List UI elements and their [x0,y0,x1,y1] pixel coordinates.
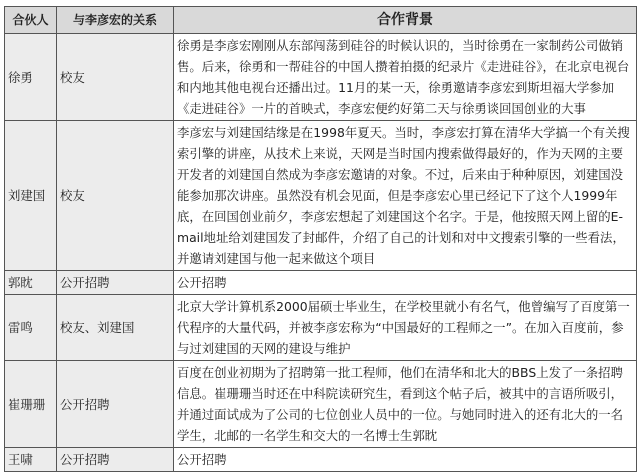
partner-table [4,6,637,472]
partner-name: 崔珊珊 [5,361,57,448]
partner-relation: 校友 [57,121,174,271]
partner-background: 李彦宏与刘建国结缘是在1998年夏天。当时，李彦宏打算在清华大学搞一个有关搜索引擎的讲座，从技术上来说，天网是当时国内搜索做得最好的，作为天网的主要开发者的刘建国自然成为李彦宏邀请的对象。不过，后来由于种种原因，刘建国没能参加那次讲座。虽然没有机会见面，但是李彦宏心里已经记下了这个人1999年底，在回国创业前夕，李彦宏想起了刘建国这个名字。于是，他按照天网上留的E-mail地址给刘建国发了封邮件，介绍了自己的计划和对中文搜索引擎的一些看法，并邀请刘建国与他一起来做这个项目 [174,121,637,271]
table-row [5,295,637,361]
partner-name: 刘建国 [5,121,57,271]
table-header-row [5,7,637,34]
table-row [5,34,637,121]
partner-name: 郭眈 [5,271,57,295]
partner-relation: 校友、刘建国 [57,295,174,361]
partner-background: 北京大学计算机系2000届硕士毕业生，在学校里就小有名气，他曾编写了百度第一代程序的大量代码，并被李彦宏称为“中国最好的工程师之一”。在加入百度前，参与过刘建国的天网的建设与维护 [174,295,637,361]
table-row [5,271,637,295]
header-background: 合作背景 [174,7,637,34]
table-row [5,448,637,472]
partner-name: 徐勇 [5,34,57,121]
partner-background: 公开招聘 [174,448,637,472]
table-row [5,121,637,271]
partner-relation: 公开招聘 [57,448,174,472]
partner-relation: 公开招聘 [57,361,174,448]
partner-table-container [4,6,636,472]
partner-name: 王啸 [5,448,57,472]
partner-background: 徐勇是李彦宏刚刚从东部闯荡到硅谷的时候认识的，当时徐勇在一家制药公司做销售。后来，徐勇和一帮硅谷的中国人攒着拍摄的纪录片《走进硅谷》，在北京电视台和内地其他电视台还播出过。11月的某一天，徐勇邀请李彦宏到斯坦福大学参加《走进硅谷》一片的首映式，李彦宏便约好第二天与徐勇谈回国创业的大事 [174,34,637,121]
partner-relation: 校友 [57,34,174,121]
partner-background: 百度在创业初期为了招聘第一批工程师，他们在清华和北大的BBS上发了一条招聘信息。崔珊珊当时还在中科院读研究生，看到这个帖子后，被其中的言语所吸引，并通过面试成为了公司的七位创业人员中的一位。与她同时进入的还有北大的一名学生，北邮的一名学生和交大的一名博士生郭眈 [174,361,637,448]
partner-relation: 公开招聘 [57,271,174,295]
partner-name: 雷鸣 [5,295,57,361]
table-row [5,361,637,448]
partner-background: 公开招聘 [174,271,637,295]
header-relation: 与李彦宏的关系 [57,7,174,34]
header-partner: 合伙人 [5,7,57,34]
